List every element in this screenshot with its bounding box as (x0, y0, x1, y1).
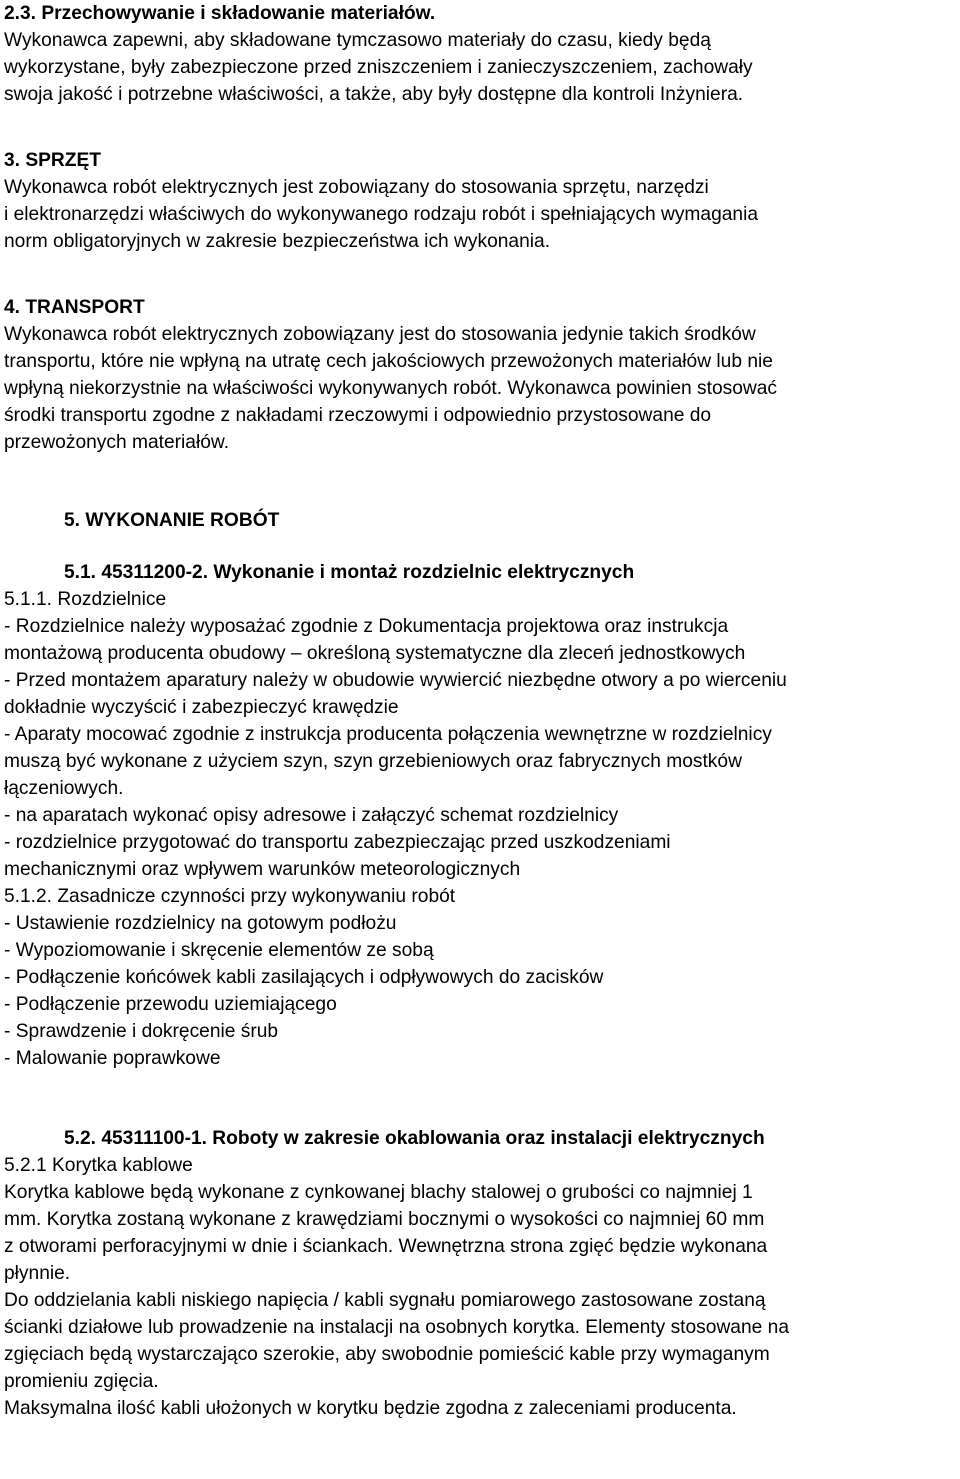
paragraph-line: mechanicznymi oraz wpływem warunków meteorologicznych (4, 859, 521, 880)
paragraph-line: - Sprawdzenie i dokręcenie śrub (4, 1021, 279, 1042)
paragraph-line: mm. Korytka zostaną wykonane z krawędziami bocznymi o wysokości co najmniej 60 mm (4, 1209, 765, 1230)
spacer (4, 135, 956, 147)
paragraph-line: - Podłączenie końcówek kabli zasilających i odpływowych do zacisków (4, 967, 604, 988)
section-heading: 3. SPRZĘT (4, 150, 102, 171)
section-5 (4, 507, 956, 1422)
spacer (4, 108, 956, 135)
paragraph-line: - rozdzielnice przygotować do transportu zabezpieczając przed uszkodzeniami (4, 832, 671, 853)
section-heading: 5. WYKONANIE ROBÓT (64, 510, 280, 531)
spacer (4, 456, 956, 483)
paragraph-line: wpłyną niekorzystnie na właściwości wykonywanych robót. Wykonawca powinien stosować (4, 378, 777, 399)
paragraph-line: transportu, które nie wpłyną na utratę cech jakościowych przewożonych materiałów lub nie (4, 351, 773, 372)
paragraph-line: swoja jakość i potrzebne właściwości, a także, aby były dostępne dla kontroli Inżyniera. (4, 84, 744, 105)
paragraph-line: 5.2.1 Korytka kablowe (4, 1155, 193, 1176)
paragraph-line: Wykonawca zapewni, aby składowane tymczasowo materiały do czasu, kiedy będą (4, 30, 711, 51)
paragraph-line: przewożonych materiałów. (4, 432, 230, 453)
paragraph-line: i elektronarzędzi właściwych do wykonywanego rodzaju robót i spełniających wymagania (4, 204, 759, 225)
section-2-3 (4, 0, 956, 108)
spacer (4, 534, 956, 559)
paragraph-line: - Przed montażem aparatury należy w obudowie wywiercić niezbędne otwory a po wierceniu (4, 670, 787, 691)
paragraph-line: Korytka kablowe będą wykonane z cynkowanej blachy stalowej o grubości co najmniej 1 (4, 1182, 753, 1203)
paragraph-line: - na aparatach wykonać opisy adresowe i załączyć schemat rozdzielnicy (4, 805, 619, 826)
paragraph-line: Wykonawca robót elektrycznych zobowiązany jest do stosowania jedynie takich środków (4, 324, 756, 345)
paragraph-line: Wykonawca robót elektrycznych jest zobowiązany do stosowania sprzętu, narzędzi (4, 177, 709, 198)
paragraph-line: muszą być wykonane z użyciem szyn, szyn grzebieniowych oraz fabrycznych mostków (4, 751, 742, 772)
section-4 (4, 294, 956, 456)
document-page (4, 0, 956, 1422)
paragraph-line: Maksymalna ilość kabli ułożonych w korytku będzie zgodna z zaleceniami producenta. (4, 1398, 737, 1419)
subsection-heading: 5.1. 45311200-2. Wykonanie i montaż rozdzielnic elektrycznych (64, 562, 635, 583)
section-heading: 4. TRANSPORT (4, 297, 145, 318)
paragraph-line: norm obligatoryjnych w zakresie bezpieczeństwa ich wykonania. (4, 231, 551, 252)
spacer (4, 255, 956, 282)
paragraph-line: montażową producenta obudowy – określoną systematyczne dla zleceń jednostkowych (4, 643, 746, 664)
spacer (4, 483, 956, 507)
spacer (4, 282, 956, 294)
paragraph-line: Do oddzielania kabli niskiego napięcia / kabli sygnału pomiarowego zastosowane zostaną (4, 1290, 766, 1311)
paragraph-line: promieniu zgięcia. (4, 1371, 159, 1392)
paragraph-line: 5.1.2. Zasadnicze czynności przy wykonywaniu robót (4, 886, 456, 907)
paragraph-line: z otworami perforacyjnymi w dnie i ściankach. Wewnętrzna strona zgięć będzie wykonana (4, 1236, 768, 1257)
spacer (4, 1072, 956, 1099)
section-3 (4, 147, 956, 255)
paragraph-line: - Rozdzielnice należy wyposażać zgodnie z Dokumentacja projektowa oraz instrukcja (4, 616, 729, 637)
paragraph-line: ścianki działowe lub prowadzenie na instalacji na osobnych korytka. Elementy stosowane na (4, 1317, 789, 1338)
section-heading: 2.3. Przechowywanie i składowanie materiałów. (4, 3, 436, 24)
paragraph-line: zgięciach będą wystarczająco szerokie, aby swobodnie pomieścić kable przy wymaganym (4, 1344, 770, 1365)
paragraph-line: - Aparaty mocować zgodnie z instrukcja producenta połączenia wewnętrzne w rozdzielnicy (4, 724, 772, 745)
paragraph-line: środki transportu zgodne z nakładami rzeczowymi i odpowiednio przystosowane do (4, 405, 712, 426)
paragraph-line: płynnie. (4, 1263, 71, 1284)
paragraph-line: - Wypoziomowanie i skręcenie elementów ze sobą (4, 940, 434, 961)
paragraph-line: wykorzystane, były zabezpieczone przed zniszczeniem i zanieczyszczeniem, zachowały (4, 57, 753, 78)
paragraph-line: dokładnie wyczyścić i zabezpieczyć krawędzie (4, 697, 399, 718)
paragraph-line: - Podłączenie przewodu uziemiającego (4, 994, 337, 1015)
subsection-heading: 5.2. 45311100-1. Roboty w zakresie okablowania oraz instalacji elektrycznych (64, 1128, 765, 1149)
paragraph-line: - Malowanie poprawkowe (4, 1048, 221, 1069)
spacer (4, 1099, 956, 1125)
paragraph-line: łączeniowych. (4, 778, 124, 799)
paragraph-line: 5.1.1. Rozdzielnice (4, 589, 167, 610)
paragraph-line: - Ustawienie rozdzielnicy na gotowym podłożu (4, 913, 397, 934)
